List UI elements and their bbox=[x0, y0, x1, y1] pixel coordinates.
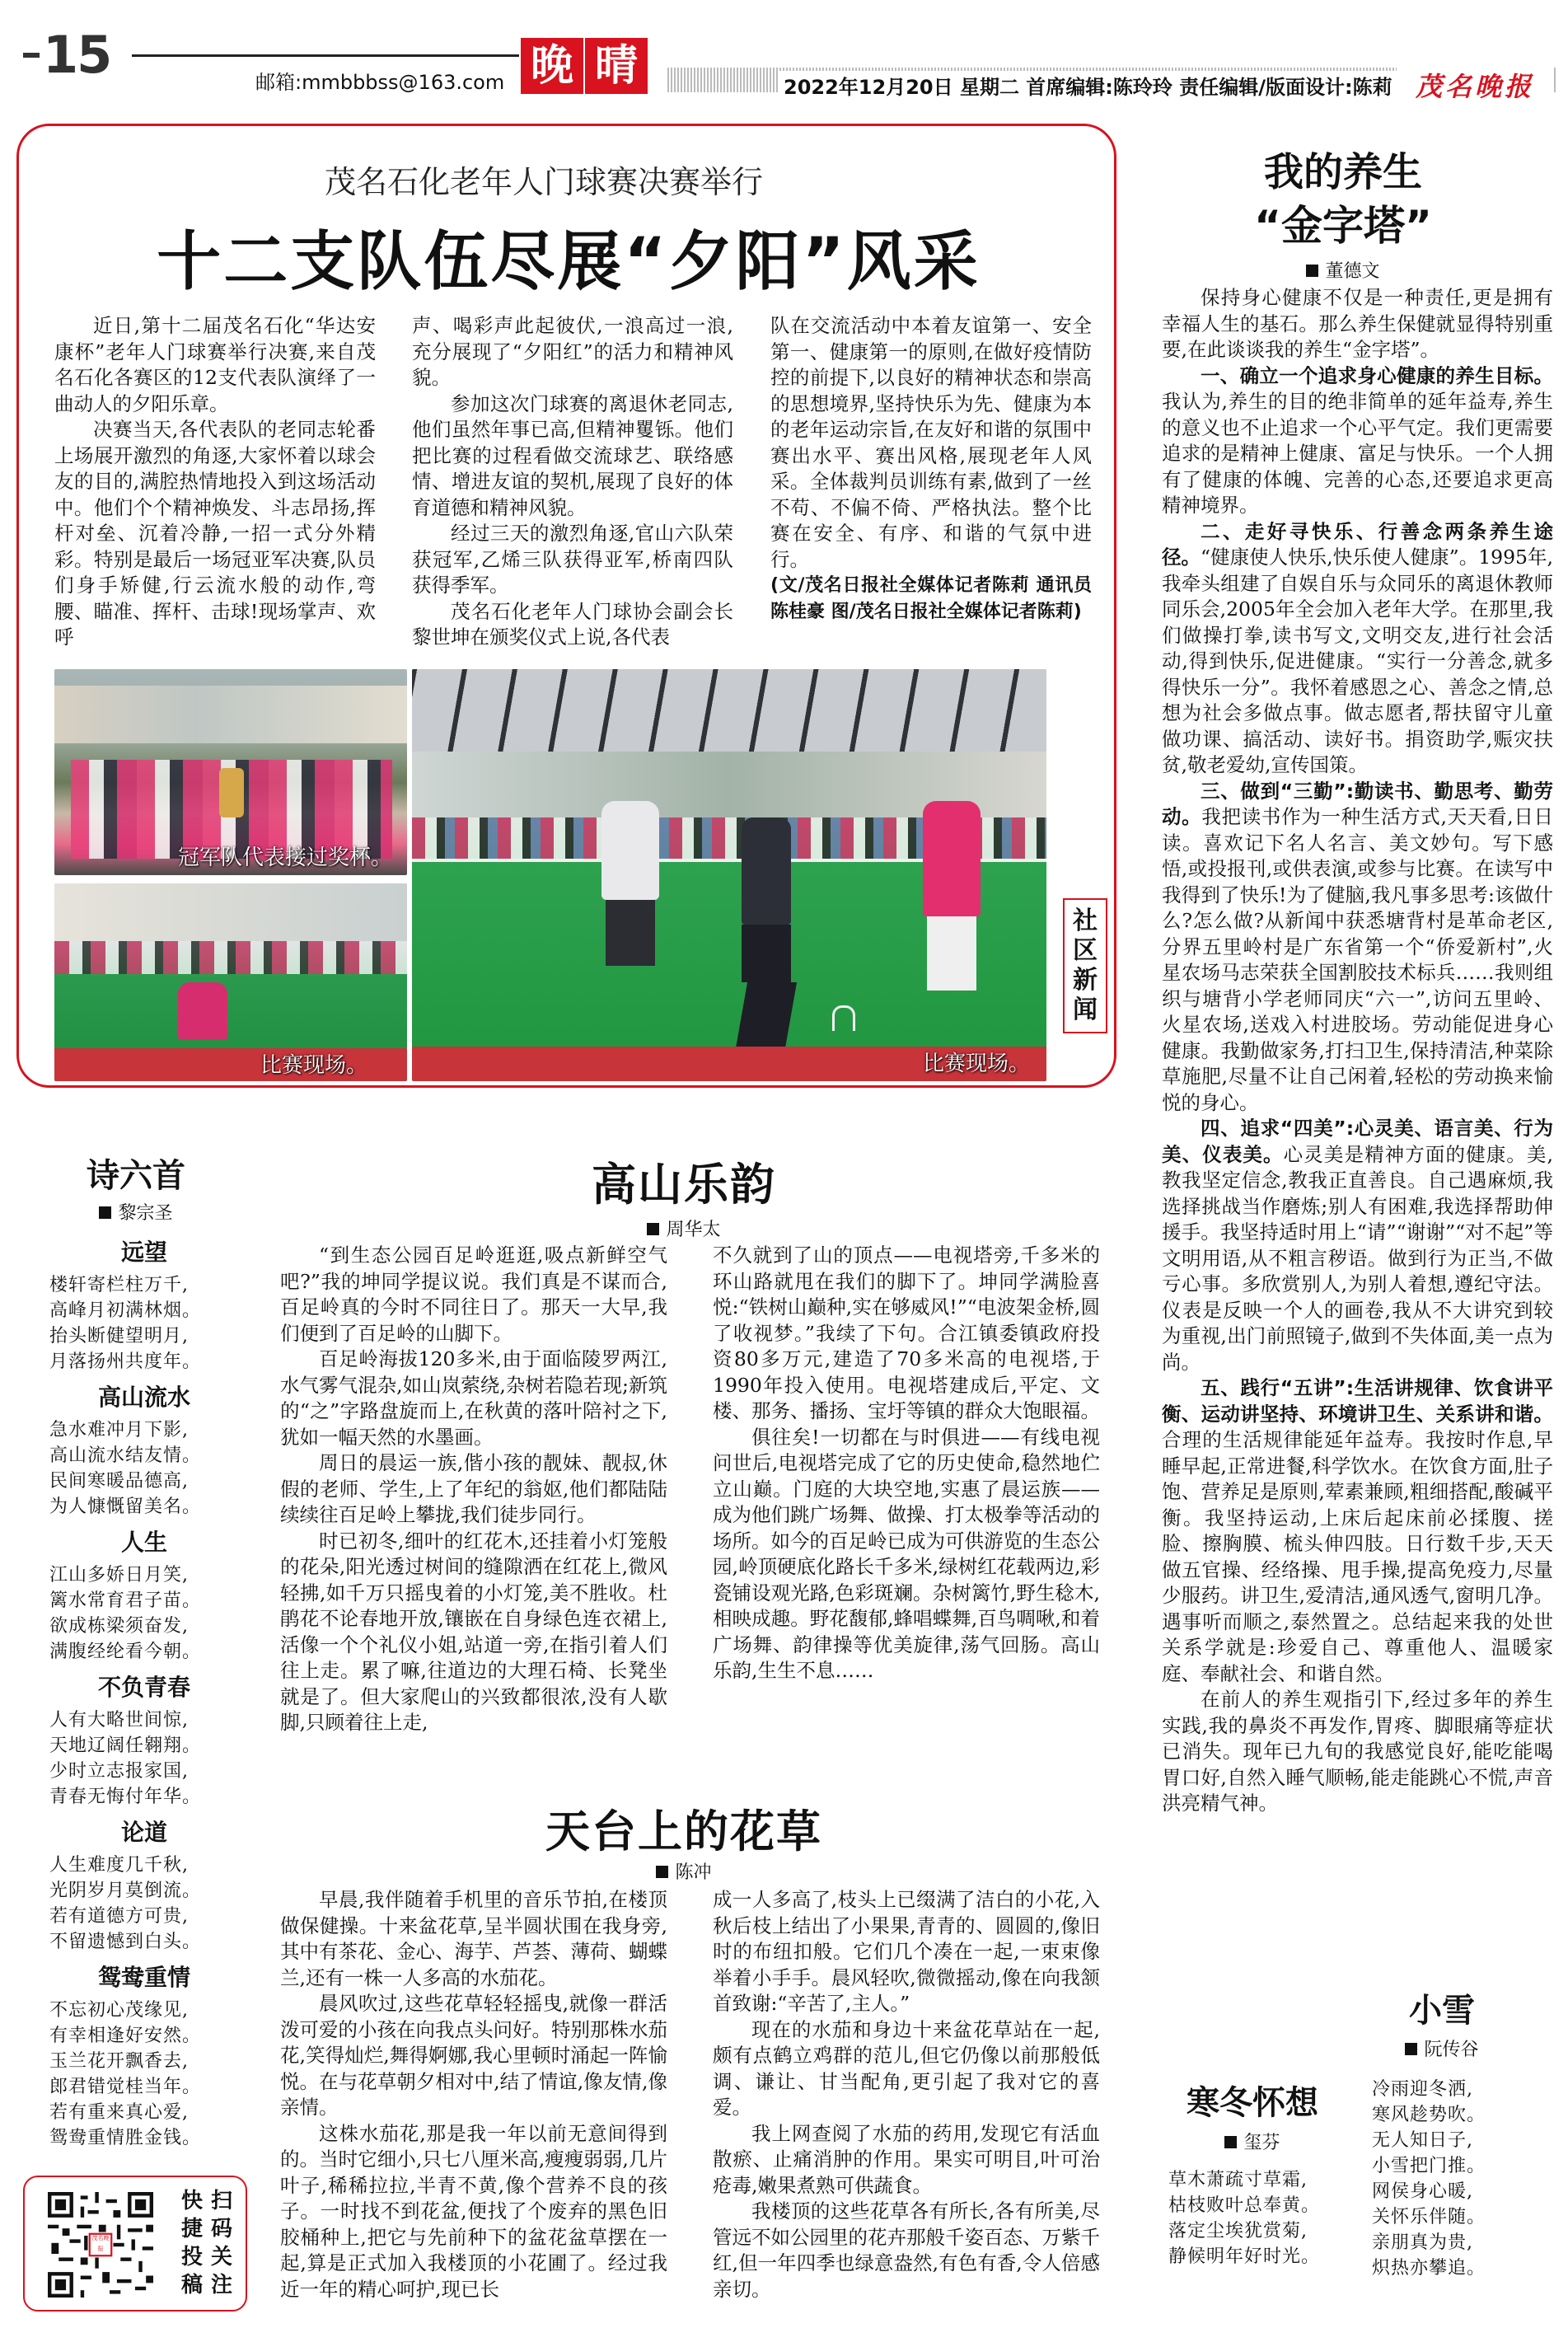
poem-line: 不忘初心茂缘见, bbox=[49, 2000, 189, 2021]
poem-line: 小雪把门推。 bbox=[1372, 2156, 1486, 2176]
tiantai-para: 这株水茄花,那是我一年以前无意间得到的。当时它细小,只七八厘米高,瘦瘦弱弱,几片叶子,稀稀拉拉,半青不黄,像个营养不良的孩子。一时找不到花盆,便找了个废弃的黑色旧胶桶种上,把它与先前种下的盆花盆草摆在一起,算是正式加入我楼顶的小花圃了。经过我近一年的精心呵护,现已长 bbox=[280, 2121, 667, 2301]
poem-line: 炽热亦攀追。 bbox=[1372, 2258, 1486, 2279]
award-ceremony-photo bbox=[54, 669, 407, 875]
lead-col-1 bbox=[54, 313, 376, 655]
poem-line: 玉兰花开飘香去, bbox=[49, 2051, 189, 2072]
poem-line: 郎君错觉桂当年。 bbox=[49, 2077, 202, 2097]
gaoshan-title: 高山乐韵 bbox=[592, 1159, 776, 1211]
poem-title: 人生 bbox=[120, 1529, 167, 1556]
poem-line: 人有大略世间惊, bbox=[49, 1710, 189, 1731]
poem-line: 欲成栋梁须奋发, bbox=[49, 1616, 189, 1637]
yangsheng-section-2 bbox=[1162, 519, 1553, 779]
poem-line: 急水难冲月下影, bbox=[49, 1420, 189, 1440]
poem-line: 冷雨迎冬洒, bbox=[1372, 2079, 1473, 2100]
lead-para: 声、喝彩声此起彼伏,一浪高过一浪,充分展现了“夕阳红”的活力和精神风貌。 bbox=[412, 314, 733, 389]
tiantai-byline bbox=[272, 1858, 1096, 1884]
lead-kicker: 茂名石化老年人门球赛决赛举行 bbox=[324, 164, 763, 200]
photo-caption: 冠军队代表接过奖杯。 bbox=[178, 845, 393, 870]
byline-name: 玺芬 bbox=[1243, 2133, 1280, 2153]
lead-credit: (文/茂名日报社全媒体记者陈莉 通讯员陈桂豪 图/茂名日报社全媒体记者陈莉) bbox=[770, 575, 1092, 622]
section-badge-1: 晚 bbox=[521, 38, 583, 94]
poem-line: 寒风趁势吹。 bbox=[1372, 2105, 1486, 2125]
byline-name: 董德文 bbox=[1325, 261, 1380, 282]
lead-para: 决赛当天,各代表队的老同志轮番上场展开激烈的角逐,大家怀着以球会友的目的,满腔热情地投入到这场活动中。他们个个精神焕发、斗志昂扬,挥杆对垒、沉着冷静,一招一式分外精彩。特别是最后一场冠亚军决赛,队员们身手矫健,行云流水般的动作,弯腰、瞄准、挥杆、击球!现场掌声、欢呼 bbox=[54, 418, 376, 649]
poem-line: 人生难度几千秋, bbox=[49, 1855, 189, 1876]
poem-line: 满腹经纶看今朝。 bbox=[49, 1642, 202, 1662]
poem-title: 鸳鸯重情 bbox=[97, 1964, 190, 1991]
poem-line: 为人慷慨留美名。 bbox=[49, 1497, 202, 1517]
gaoshan-para: 周日的晨运一族,偕小孩的靓妹、靓叔,休假的老师、学生,上了年纪的翁妪,他们都陆陆续续往百足岭上攀拢,我们徒步同行。 bbox=[280, 1451, 667, 1526]
section-heading: 一、确立一个追求身心健康的养生目标。 bbox=[1201, 363, 1553, 387]
yangsheng-body bbox=[1162, 285, 1553, 1991]
poem-line: 高峰月初满林烟。 bbox=[49, 1300, 202, 1321]
poem-line: 网侯身心暖, bbox=[1372, 2181, 1473, 2202]
qr-label-follow: 扫码关注 bbox=[210, 2189, 232, 2298]
qr-label-submit: 快捷投稿 bbox=[180, 2189, 203, 2298]
lead-para: 参加这次门球赛的离退休老同志,他们虽然年事已高,但精神矍铄。他们把比赛的过程看做交流球艺、联络感情、增进友谊的契机,展现了良好的体育道德和精神风貌。 bbox=[412, 391, 733, 519]
xiaoxue-lines bbox=[1372, 2077, 1537, 2281]
yangsheng-section-1 bbox=[1162, 363, 1553, 519]
gaoshan-col-1 bbox=[280, 1243, 667, 1754]
poem bbox=[49, 1379, 239, 1520]
poem-line: 落定尘埃犹赏菊, bbox=[1168, 2221, 1308, 2241]
section-tag-text: 社区新闻 bbox=[1073, 906, 1098, 1024]
handong-lines bbox=[1168, 2167, 1358, 2269]
poem bbox=[49, 1525, 239, 1665]
page-number: 15 bbox=[23, 25, 110, 85]
tiantai-col-2 bbox=[713, 1887, 1100, 2320]
yangsheng-title-1: 我的养生 bbox=[1263, 149, 1422, 195]
yangsheng-title-2: “金字塔” bbox=[1254, 202, 1432, 250]
lead-headline: 十二支队伍尽展“夕阳”风采 bbox=[157, 225, 981, 299]
tiantai-para: 我楼顶的这些花草各有所长,各有所美,尽管远不如公园里的花卉那般千姿百态、万紫千红,但一年四季也绿意盎然,有色有香,令人倍感亲切。 bbox=[713, 2199, 1100, 2301]
section-text: “健康使人快乐,快乐使人健康”。1995年,我牵头组建了自娱自乐与众同乐的离退休教师同乐会,2005年全会加入老年大学。在那里,我们做操打拳,读书写文,文明交友,进行社会活动,得到快乐,促进健康。“实行一分善念,就多得快乐一分”。我怀着感恩之心、善念之情,总想为社会多做点事。做志愿者,帮扶留守儿童做功课、搞活动、读好书。捐资助学,赈灾扶贫,敬老爱幼,宣传国策。 bbox=[1162, 546, 1553, 776]
poem bbox=[49, 1670, 239, 1810]
gaoshan-para: 百足岭海拔120多米,由于面临陵罗两江,水气雾气混杂,如山岚萦绕,杂树若隐若现;新筑的“之”字路盘旋而上,在秋黄的落叶陪衬之下,犹如一幅天然的水墨画。 bbox=[280, 1347, 667, 1449]
lead-para: 经过三天的激烈角逐,官山六队荣获冠军,乙烯三队获得亚军,桥南四队获得季军。 bbox=[412, 522, 733, 597]
poems-list bbox=[49, 1230, 239, 2151]
section-text: 合理的生活规律能延年益寿。我按时作息,早睡早起,正常进餐,科学饮水。在饮食方面,肚子饱、营养足是原则,荤素兼顾,粗细搭配,酸碱平衡。我坚持运动,上床后起床前必揉腹、搓脸、擦胸膜、梳头伸四肢。日行数千步,天天做五官操、经络操、甩手操,提高免疫力,尽量少服药。讲卫生,爱清洁,通风透气,窗明几净。遇事听而顺之,泰然置之。总结起来我的处世关系学就是:珍爱自己、尊重他人、温暖家庭、奉献社会、和谐自然。 bbox=[1162, 1428, 1553, 1685]
xiaoxue-byline bbox=[1360, 2035, 1524, 2061]
tiantai-col-1 bbox=[280, 1887, 667, 2320]
poem-line: 不留遗憾到白头。 bbox=[49, 1932, 202, 1952]
paper-name-logo: 茂名晚报 bbox=[1397, 66, 1553, 96]
photo-caption: 比赛现场。 bbox=[923, 1052, 1031, 1076]
gaoshan-byline bbox=[272, 1216, 1096, 1241]
xiaoxue-title: 小雪 bbox=[1409, 1992, 1475, 2030]
yangsheng-intro: 保持身心健康不仅是一种责任,更是拥有幸福人生的基石。那么养生保健就显得特别重要,在此谈谈我的养生“金字塔”。 bbox=[1162, 286, 1553, 361]
poem-line: 若有道德方可贵, bbox=[49, 1906, 189, 1927]
player-photo bbox=[54, 883, 407, 1081]
yangsheng-byline bbox=[1137, 257, 1549, 283]
header-email: 邮箱:mmbbbss@163.com bbox=[255, 71, 505, 94]
section-heading: 三、做到“三勤”:勤读书、勤思考、勤劳动。 bbox=[1162, 779, 1553, 828]
poem-title: 高山流水 bbox=[97, 1384, 190, 1411]
poem-line: 少时立志报家国, bbox=[49, 1761, 189, 1782]
poem-line: 江山多娇日月笑, bbox=[49, 1565, 189, 1586]
page-header bbox=[0, 0, 1568, 102]
poem bbox=[49, 1815, 239, 1955]
lead-para: 队在交流活动中本着友谊第一、安全第一、健康第一的原则,在做好疫情防控的前提下,以良好的精神状态和崇高的思想境界,坚持快乐为先、健康为本的老年运动宗旨,在友好和谐的氛围中赛出水平、赛出风格,展现老年人风采。全体裁判员训练有素,做到了一丝不苟、不偏不倚、严格执法。整个比赛在安全、有序、和谐的气氛中进行。 bbox=[770, 314, 1092, 571]
section-badge-2: 晴 bbox=[585, 38, 648, 94]
header-rule-left bbox=[132, 54, 519, 57]
poem-line: 篱水常育君子苗。 bbox=[49, 1590, 202, 1611]
lead-para: 茂名石化老年人门球协会副会长黎世坤在颁奖仪式上说,各代表 bbox=[412, 599, 733, 649]
match-scene-photo bbox=[412, 669, 1046, 1081]
poem-title: 不负青春 bbox=[97, 1674, 190, 1701]
yangsheng-section-5 bbox=[1162, 1375, 1553, 1687]
lead-para: 近日,第十二届茂名石化“华达安康杯”老年人门球赛举行决赛,来自茂名石化各赛区的12支代表队演绎了一曲动人的夕阳乐章。 bbox=[54, 314, 376, 415]
byline-name: 阮传谷 bbox=[1424, 2040, 1479, 2060]
poem-line: 楼轩寄栏柱万千, bbox=[49, 1275, 189, 1295]
poem-title: 远望 bbox=[120, 1239, 167, 1266]
poem-line: 无人知日子, bbox=[1372, 2130, 1473, 2151]
poem-line: 高山流水结友情。 bbox=[49, 1445, 202, 1466]
poem-line: 月落扬州共度年。 bbox=[49, 1351, 202, 1372]
yangsheng-section-3 bbox=[1162, 779, 1553, 1117]
byline-name: 周华太 bbox=[666, 1220, 721, 1240]
byline-name: 陈冲 bbox=[675, 1862, 712, 1883]
tiantai-para: 早晨,我伴随着手机里的音乐节拍,在楼顶做保健操。十来盆花草,呈半圆状围在我身旁,其中有茶花、金心、海芋、芦荟、薄荷、蝴蝶兰,还有一株一人多高的水茄花。 bbox=[280, 1888, 667, 1989]
poem-line: 光阴岁月莫倒流。 bbox=[49, 1881, 202, 1901]
lead-col-2 bbox=[412, 313, 733, 655]
tiantai-para: 我上网查阅了水茄的药用,发现它有活血散瘀、止痛消肿的作用。果实可明目,叶可治疮毒,嫩果煮熟可供蔬食。 bbox=[713, 2121, 1100, 2197]
handong-byline bbox=[1154, 2129, 1351, 2154]
photo-caption: 比赛现场。 bbox=[260, 1053, 368, 1078]
gaoshan-para: “到生态公园百足岭逛逛,吸点新鲜空气吧?”我的坤同学提议说。我们真是不谋而合,百足岭真的今时不同往日了。那天一大早,我们便到了百足岭的山脚下。 bbox=[280, 1244, 667, 1345]
tiantai-para: 现在的水茄和身边十来盆花草站在一起,颇有点鹤立鸡群的范儿,但它仍像以前那般低调、谦让、甘当配角,更引起了我对它的喜爱。 bbox=[713, 2017, 1100, 2119]
byline-name: 黎宗圣 bbox=[118, 1203, 173, 1224]
section-text: 我认为,养生的目的绝非简单的延年益寿,养生的意义也不止追求一个心平气定。我们更需要追求的是精神上健康、富足与快乐。一个人拥有了健康的体魄、完善的心态,还要追求更高精神境界。 bbox=[1162, 390, 1553, 517]
poem-line: 天地辽阔任翱翔。 bbox=[49, 1735, 202, 1756]
header-date-editors: 2022年12月20日 星期二 首席编辑:陈玲玲 责任编辑/版面设计:陈莉 bbox=[779, 71, 1397, 100]
poems-byline bbox=[33, 1199, 239, 1225]
lead-col-3 bbox=[770, 313, 1092, 655]
poem-title: 论道 bbox=[120, 1819, 167, 1846]
poem-line: 民间寒暖品德高, bbox=[49, 1471, 189, 1492]
yangsheng-closing: 在前人的养生观指引下,经过多年的养生实践,我的鼻炎不再发作,胃疼、脚眼痛等症状已消失。现年已九旬的我感觉良好,能吃能喝胃口好,自然入睡气顺畅,能走能跳心不慌,声音洪亮精气神。 bbox=[1162, 1688, 1553, 1815]
tiantai-para: 成一人多高了,枝头上已缀满了洁白的小花,入秋后枝上结出了小果果,青青的、圆圆的,像旧时的布纽扣般。它们几个凑在一起,一束束像举着小手手。晨风轻吹,微微摇动,像在向我颔首致谢:“辛苦了,主人。” bbox=[713, 1888, 1100, 2015]
section-text: 我把读书作为一种生活方式,天天看,日日读。喜欢记下名人名言、美文妙句。写下感悟,或投报刊,或供表演,或参与比赛。在读写中我得到了快乐!为了健脑,我凡事多思考:该做什么?怎么做?从新闻中获悉塘背村是革命老区,分界五里岭村是广东省第一个“侨爱新村”,火星农场马志荣获全国割胶技术标兵……我则组织与塘背小学老师同庆“六一”,访问五里岭、火星农场,送戏入村进胶场。劳动能促进身心健康。我勤做家务,打扫卫生,保持清洁,种菜除草施肥,尽量不让自己闲着,轻松的劳动换来愉悦的身心。 bbox=[1162, 805, 1553, 1114]
gaoshan-para: 时已初冬,细叶的红花木,还挂着小灯笼般的花朵,阳光透过树间的缝隙洒在红花上,微风轻拂,如千万只摇曳着的小灯笼,美不胜收。杜鹃花不论春地开放,镶嵌在自身绿色连衣裙上,活像一个个礼仪小姐,站道一旁,在指引着人们往上走。累了嘛,往道边的大理石椅、长凳坐就是了。但大家爬山的兴致都很浓,没有人歇脚,只顾着往上走, bbox=[280, 1529, 667, 1734]
poem bbox=[49, 1234, 239, 1375]
poem-line: 亲朋真为贵, bbox=[1372, 2232, 1473, 2253]
poem-line: 枯枝败叶总奉黄。 bbox=[1168, 2195, 1321, 2216]
poem-line: 关怀乐伴随。 bbox=[1372, 2207, 1486, 2227]
section-heading: 二、走好寻快乐、行善念两条养生途径。 bbox=[1162, 519, 1553, 569]
section-tag-community-news bbox=[1063, 898, 1107, 1033]
poem-line: 草木萧疏寸草霜, bbox=[1168, 2170, 1308, 2190]
poem-line: 青春无悔付年华。 bbox=[49, 1787, 202, 1807]
poem-line: 若有重来真心爱, bbox=[49, 2102, 189, 2123]
poem-line: 静候明年好时光。 bbox=[1168, 2246, 1321, 2267]
gaoshan-col-2 bbox=[713, 1243, 1100, 1754]
qr-center-logo: 茂名晚报 bbox=[91, 2235, 110, 2252]
tiantai-para: 晨风吹过,这些花草轻轻摇曳,就像一群活泼可爱的小孩在向我点头问好。特别那株水茄花,笑得灿烂,舞得婀娜,我心里顿时涌起一阵愉悦。在与花草朝夕相对中,结了情谊,像友情,像亲情。 bbox=[280, 1992, 667, 2119]
gaoshan-para: 不久就到了山的顶点——电视塔旁,千多米的环山路就甩在我们的脚下了。坤同学满脸喜悦:“铁树山巅种,实在够威风!”“电波架金桥,圆了收视梦。”我续了下句。合江镇委镇政府投资80多万元,建造了70多米高的电视塔,于1990年投入使用。电视塔建成后,平定、文楼、那务、播扬、宝圩等镇的群众大饱眼福。 bbox=[713, 1244, 1100, 1422]
poem bbox=[49, 1960, 239, 2151]
qr-box bbox=[23, 2176, 247, 2312]
section-badge bbox=[521, 38, 653, 96]
poem-line: 抬头断健望明月, bbox=[49, 1326, 189, 1347]
poems-title: 诗六首 bbox=[87, 1157, 185, 1195]
section-heading: 五、践行“五讲”:生活讲规律、饮食讲平衡、运动讲坚持、环境讲卫生、关系讲和谐。 bbox=[1162, 1376, 1553, 1426]
poem-line: 鸳鸯重情胜金钱。 bbox=[49, 2128, 202, 2148]
section-text: 心灵美是精神方面的健康。美,教我坚定信念,教我正直善良。自己遇麻烦,我选择挑战当作磨炼;别人有困难,我选择帮助伸援手。我坚持适时用上“请”“谢谢”“对不起”等文明用语,从不粗言秽语。做到行为正当,不做亏心事。多欣赏别人,为别人着想,遵纪守法。仪表是反映一个人的画卷,我从不大讲究到较为重视,出门前照镜子,做到不失体面,美一点为尚。 bbox=[1162, 1142, 1553, 1374]
section-heading: 四、追求“四美”:心灵美、语言美、行为美、仪表美。 bbox=[1162, 1117, 1553, 1166]
poem-line: 有幸相逢好安然。 bbox=[49, 2026, 202, 2046]
gaoshan-para: 俱往矣!一切都在与时俱进——有线电视问世后,电视塔完成了它的历史使命,稳然地伫立山巅。门庭的大块空地,实惠了晨运族——成为他们跳广场舞、做操、打太极拳等活动的场所。如今的百足岭已成为可供游览的生态公园,岭顶硬底化路长千多米,绿树红花载两边,彩瓷铺设观光路,色彩斑斓。杂树篱竹,野生稔木,相映成趣。野花馥郁,蜂唱蝶舞,百鸟啁啾,和着广场舞、韵律操等优美旋律,荡气回肠。高山乐韵,生生不息…… bbox=[713, 1425, 1100, 1682]
handong-title: 寒冬怀想 bbox=[1187, 2084, 1318, 2122]
yangsheng-section-4 bbox=[1162, 1116, 1553, 1375]
tiantai-title: 天台上的花草 bbox=[545, 1806, 822, 1857]
